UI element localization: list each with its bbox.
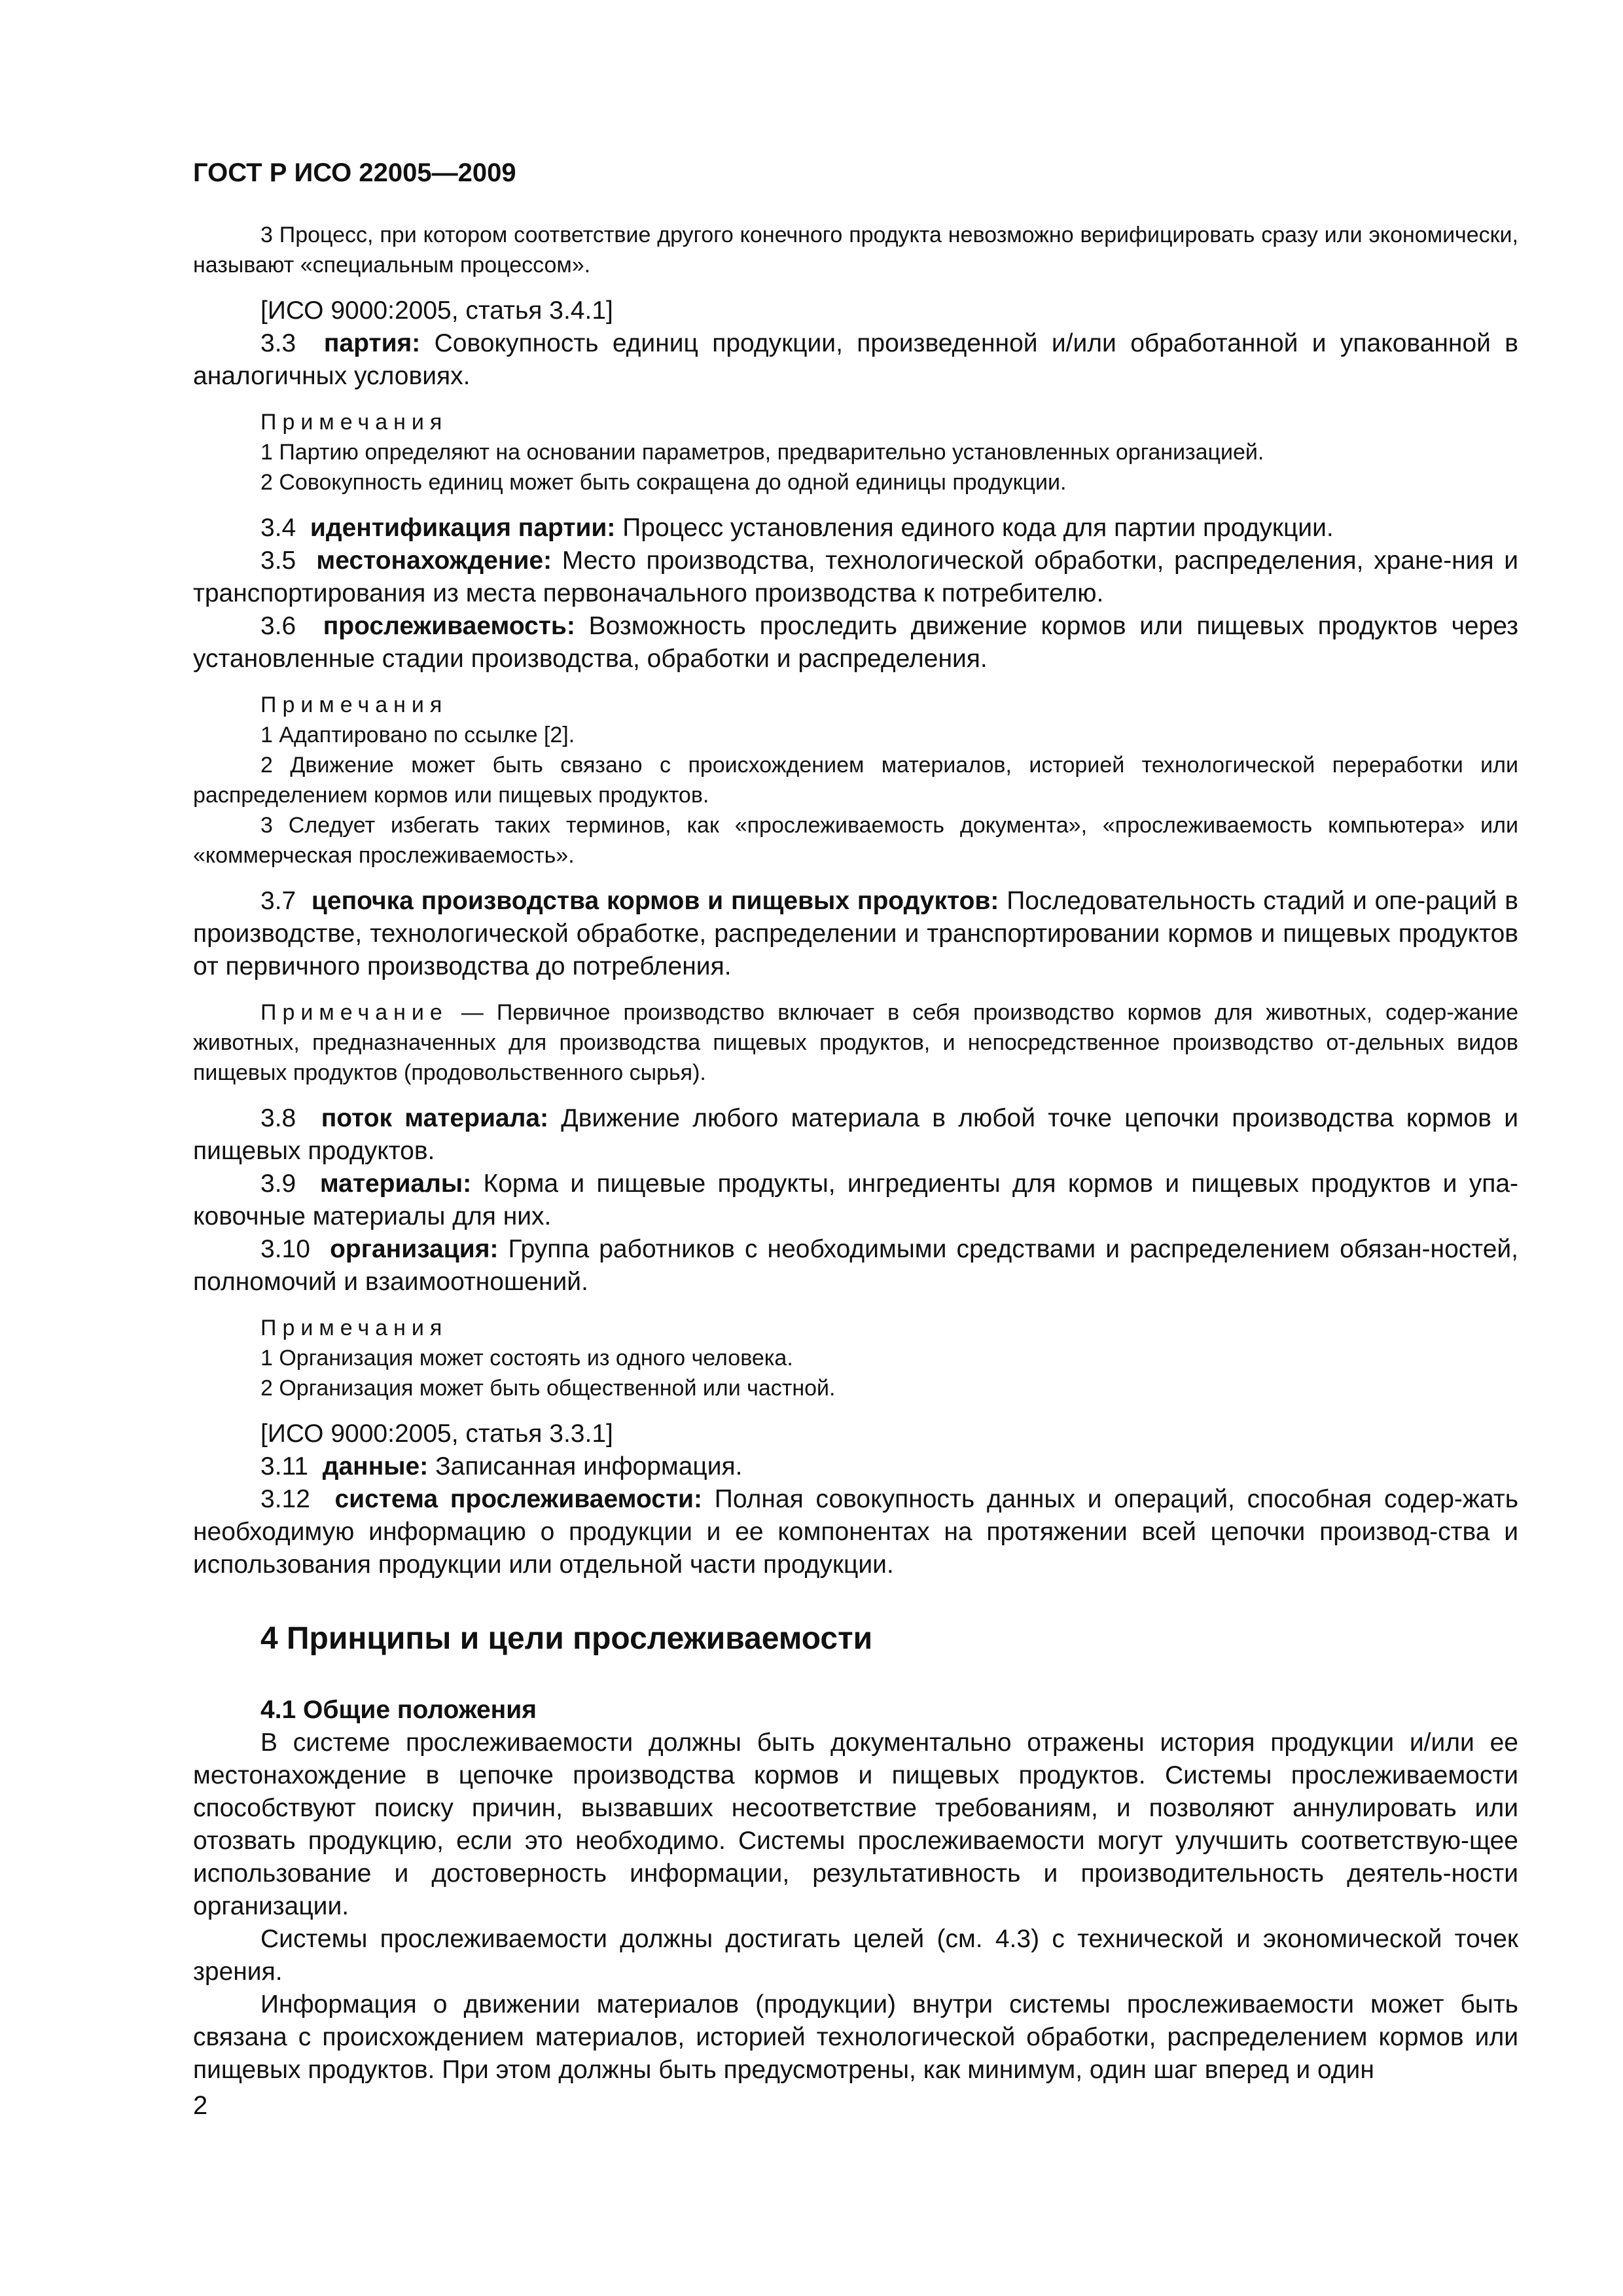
notes-title: Примечания — [260, 1316, 448, 1340]
definition-number: 3.6 — [260, 612, 296, 640]
definition-3-9 — [193, 1168, 1518, 1233]
definition-term: данные: — [322, 1452, 429, 1480]
definition-3-5 — [193, 545, 1518, 610]
definition-3-11 — [193, 1450, 1518, 1483]
definition-text: Совокупность единиц продукции, произведенной и/или обработанной и упакованной в аналогичных условиях. — [193, 329, 1518, 390]
definition-text: Группа работников с необходимыми средствами и распределением обязан-ностей, полномочий и взаимоотношений. — [193, 1235, 1519, 1296]
subsection-4-1-heading: 4.1 Общие положения — [260, 1696, 537, 1724]
note-item: 1 Организация может состоять из одного человека. — [260, 1346, 793, 1371]
note-item: 1 Адаптировано по ссылке [2]. — [260, 723, 575, 747]
definition-number: 3.8 — [260, 1104, 296, 1132]
paragraph: Информация о движении материалов (продукции) внутри системы прослеживаемости может быть связана с происхождением материалов, историей технологической обработки, распределением кормов или пищевых продуктов. При этом должны быть предусмотрены, как минимум, один шаг вперед и один — [193, 1990, 1518, 2084]
document-page — [193, 157, 1518, 2087]
definition-3-10 — [193, 1233, 1518, 1299]
definition-number: 3.10 — [260, 1235, 310, 1263]
page-number: 2 — [193, 2091, 208, 2120]
definition-term: материалы: — [319, 1170, 472, 1198]
note-3: 3 Процесс, при котором соответствие другого конечного продукта невозможно верифицировать сразу или экономически, называют «специальным процессом». — [193, 223, 1518, 278]
note-item: 3 Следует избегать таких терминов, как «прослеживаемость документа», «прослеживаемость компьютера» или «коммерческая прослеживаемость». — [193, 813, 1518, 868]
definition-3-6 — [193, 610, 1518, 675]
definition-text: Возможность проследить движение кормов или пищевых продуктов через установленные стадии производства, обработки и распределения. — [193, 612, 1518, 673]
document-code-header: ГОСТ Р ИСО 22005—2009 — [193, 158, 516, 187]
definition-term: поток материала: — [321, 1104, 549, 1132]
definition-text: Место производства, технологической обработки, распределения, хране-ния и транспортирования из места первоначального производства к потребителю. — [193, 547, 1518, 607]
note-item: 1 Партию определяют на основании параметров, предварительно установленных организацией. — [260, 440, 1264, 465]
definition-number: 3.4 — [260, 514, 296, 542]
section-4-heading: 4 Принципы и цели прослеживаемости — [260, 1621, 873, 1656]
reference-iso-9000-3-3-1: [ИСО 9000:2005, статья 3.3.1] — [260, 1420, 613, 1448]
definition-3-7 — [193, 885, 1518, 983]
definition-term: партия: — [323, 329, 421, 357]
paragraph: Системы прослеживаемости должны достигать целей (см. 4.3) с технической и экономической точек зрения. — [193, 1925, 1518, 1986]
notes-title: Примечания — [260, 410, 448, 435]
definition-number: 3.9 — [260, 1170, 296, 1198]
note-text: — Первичное производство включает в себя производство кормов для животных, содер-жание животных, предназначенных для производства пищевых продуктов, и непосредственное производство от-дельных видов пищевых продуктов (продовольственного сырья). — [193, 1000, 1518, 1085]
definition-3-12 — [193, 1483, 1518, 1581]
definition-text: Процесс установления единого кода для партии продукции. — [615, 514, 1334, 542]
definition-3-4 — [193, 512, 1518, 545]
definition-term: прослеживаемость: — [323, 612, 575, 640]
note-item: 2 Движение может быть связано с происхождением материалов, историей технологической переработки или распределением кормов или пищевых продуктов. — [193, 753, 1518, 808]
definition-text: Движение любого материала в любой точке цепочки производства кормов и пищевых продуктов. — [193, 1104, 1518, 1165]
definition-number: 3.5 — [260, 547, 296, 575]
definition-3-3 — [193, 327, 1518, 393]
definition-number: 3.11 — [260, 1452, 309, 1480]
note-label: Примечание — [260, 1000, 448, 1025]
definition-number: 3.12 — [260, 1485, 310, 1513]
definition-text: Полная совокупность данных и операций, способная содер-жать необходимую информацию о продукции и ее компонентах на протяжении всей цепочки производ-ства и использования продукции или отдельной части продукции. — [193, 1485, 1519, 1579]
definition-3-8 — [193, 1102, 1518, 1168]
note-3-7 — [193, 997, 1518, 1088]
definition-text: Последовательность стадий и опе-раций в производстве, технологической обработке, распределении и транспортировании кормов и пищевых продуктов от первичного производства до потребления. — [193, 887, 1519, 980]
definition-number: 3.3 — [260, 329, 296, 357]
definition-term: местонахождение: — [316, 547, 552, 575]
definition-term: цепочка производства кормов и пищевых продуктов: — [311, 887, 999, 915]
definition-text: Записанная информация. — [428, 1452, 743, 1480]
definition-term: организация: — [330, 1235, 499, 1263]
definition-term: идентификация партии: — [310, 514, 616, 542]
notes-title: Примечания — [260, 692, 448, 717]
definition-number: 3.7 — [260, 887, 296, 915]
definition-text: Корма и пищевые продукты, ингредиенты для кормов и пищевых продуктов и упа-ковочные материалы для них. — [193, 1170, 1518, 1230]
paragraph: В системе прослеживаемости должны быть документально отражены история продукции и/или ее местонахождение в цепочке производства кормов и пищевых продуктов. Системы прослеживаемости способствуют поиску причин, вызвавших несоответствие требованиям, и позволяют аннулировать или отозвать продукцию, если это необходимо. Системы прослеживаемости могут улучшить соответствую-щее использование и достоверность информации, результативность и производительность деятель-ности организации. — [193, 1729, 1518, 1920]
note-item: 2 Организация может быть общественной или частной. — [260, 1376, 836, 1401]
definition-term: система прослеживаемости: — [334, 1485, 703, 1513]
reference-iso-9000-3-4-1: [ИСО 9000:2005, статья 3.4.1] — [260, 296, 613, 325]
note-item: 2 Совокупность единиц может быть сокращена до одной единицы продукции. — [260, 470, 1067, 495]
